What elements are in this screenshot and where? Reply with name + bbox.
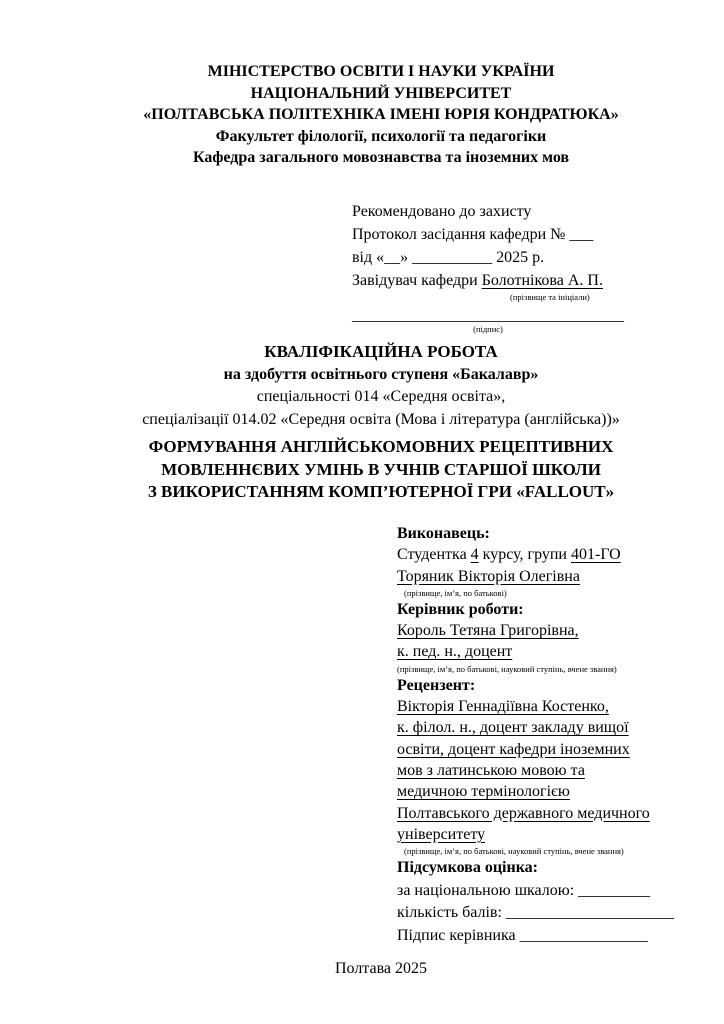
executor-prefix: Студентка bbox=[397, 546, 471, 564]
approval-protocol: Протокол засідання кафедри № ___ bbox=[352, 226, 594, 243]
caption-surname-initials: (прізвище та ініціали) bbox=[510, 292, 590, 302]
reviewer-label: Рецензент: bbox=[397, 676, 476, 694]
thesis-title-line: ФОРМУВАННЯ АНГЛІЙСЬКОМОВНИХ РЕЦЕПТИВНИХ bbox=[148, 437, 614, 456]
executor-mid: курсу, групи bbox=[478, 546, 571, 564]
executor-course: 4 bbox=[470, 546, 479, 564]
reviewer-text: освіти, доцент кафедри іноземних bbox=[397, 740, 630, 758]
approval-head-line bbox=[352, 269, 672, 292]
reviewer-line bbox=[397, 717, 697, 738]
grade-points: кількість балів: _____________________ bbox=[397, 904, 674, 921]
signature-blank-line: __________________________________ bbox=[352, 307, 624, 324]
approval-head-prefix: Завідувач кафедри bbox=[352, 272, 482, 289]
credits-block bbox=[397, 523, 697, 857]
supervisor-degree-line bbox=[397, 641, 697, 662]
caption-reviewer: (прізвище, ім’я, по батькові, науковий ступінь, вчене звання) bbox=[404, 846, 624, 857]
executor-label: Виконавець: bbox=[397, 525, 490, 542]
executor-name-line bbox=[397, 566, 697, 587]
reviewer-text: Полтавського державного медичного bbox=[397, 804, 650, 822]
university-header bbox=[68, 61, 694, 169]
approval-date: від «__» __________ 2025 р. bbox=[352, 249, 545, 266]
executor-name: Торяник Вікторія Олегівна bbox=[397, 567, 580, 585]
supervisor-degree: к. пед. н., доцент bbox=[397, 643, 513, 661]
thesis-title-line: МОВЛЕННЄВИХ УМІНЬ В УЧНІВ СТАРШОЇ ШКОЛИ bbox=[161, 459, 601, 479]
supervisor-label: Керівник роботи: bbox=[397, 600, 524, 618]
reviewer-line bbox=[397, 739, 697, 760]
qualification-block bbox=[68, 341, 694, 431]
reviewer-text: Вікторія Геннадіївна Костенко, bbox=[397, 698, 609, 716]
approval-block bbox=[352, 200, 672, 335]
caption-executor: (прізвище, ім’я, по батькові) bbox=[404, 587, 507, 598]
grade-national-scale: за національною шкалою: _________ bbox=[397, 881, 651, 899]
reviewer-line bbox=[397, 696, 697, 717]
reviewer-line bbox=[397, 781, 697, 802]
reviewer-text: університету bbox=[397, 825, 486, 843]
thesis-title bbox=[48, 436, 714, 504]
work-type-title: КВАЛІФІКАЦІЙНА РОБОТА bbox=[264, 342, 498, 361]
grade-label: Підсумкова оцінка: bbox=[397, 859, 538, 876]
signature-area bbox=[352, 307, 624, 335]
department-head-name: Болотнікова А. П. bbox=[481, 272, 603, 289]
reviewer-text: к. філол. н., доцент закладу вищої bbox=[397, 719, 629, 737]
faculty-line: Факультет філології, психології та педагогіки bbox=[215, 127, 547, 145]
department-line: Кафедра загального мовознавства та іноземних мов bbox=[192, 149, 570, 166]
university-name-line: «ПОЛТАВСЬКА ПОЛІТЕХНІКА ІМЕНІ ЮРІЯ КОНДРАТЮКА» bbox=[143, 106, 619, 123]
supervisor-name: Король Тетяна Григорівна, bbox=[397, 622, 579, 640]
reviewer-text: медичною термінологією bbox=[397, 783, 570, 801]
reviewer-line bbox=[397, 803, 697, 824]
reviewer-line bbox=[397, 760, 697, 781]
caption-signature: (підпис) bbox=[473, 324, 503, 334]
footer-city-year: Полтава 2025 bbox=[334, 960, 428, 977]
approval-recommended: Рекомендовано до захисту bbox=[352, 203, 532, 220]
reviewer-line bbox=[397, 824, 697, 845]
specialization-line: спеціалізації 014.02 «Середня освіта (Мова і література (англійська))» bbox=[142, 410, 620, 428]
ministry-line: МІНІСТЕРСТВО ОСВІТИ І НАУКИ УКРАЇНИ bbox=[207, 63, 555, 80]
specialty-line: спеціальності 014 «Середня освіта», bbox=[256, 388, 506, 405]
thesis-title-line: З ВИКОРИСТАННЯМ КОМП’ЮТЕРНОЇ ГРИ «FALLOUT» bbox=[147, 482, 615, 501]
executor-course-line bbox=[397, 544, 697, 565]
caption-supervisor: (прізвище, ім’я, по батькові, науковий ступінь, вчене звання) bbox=[397, 663, 617, 674]
executor-group: 401-ГО bbox=[570, 546, 621, 564]
supervisor-name-line bbox=[397, 620, 697, 641]
degree-line: на здобуття освітнього ступеня «Бакалавр» bbox=[223, 365, 539, 383]
university-type-line: НАЦІОНАЛЬНИЙ УНІВЕРСИТЕТ bbox=[250, 84, 512, 102]
reviewer-text: мов з латинською мовою та bbox=[397, 761, 585, 779]
grade-block bbox=[397, 857, 697, 947]
grade-supervisor-signature: Підпис керівника ________________ bbox=[397, 926, 648, 944]
